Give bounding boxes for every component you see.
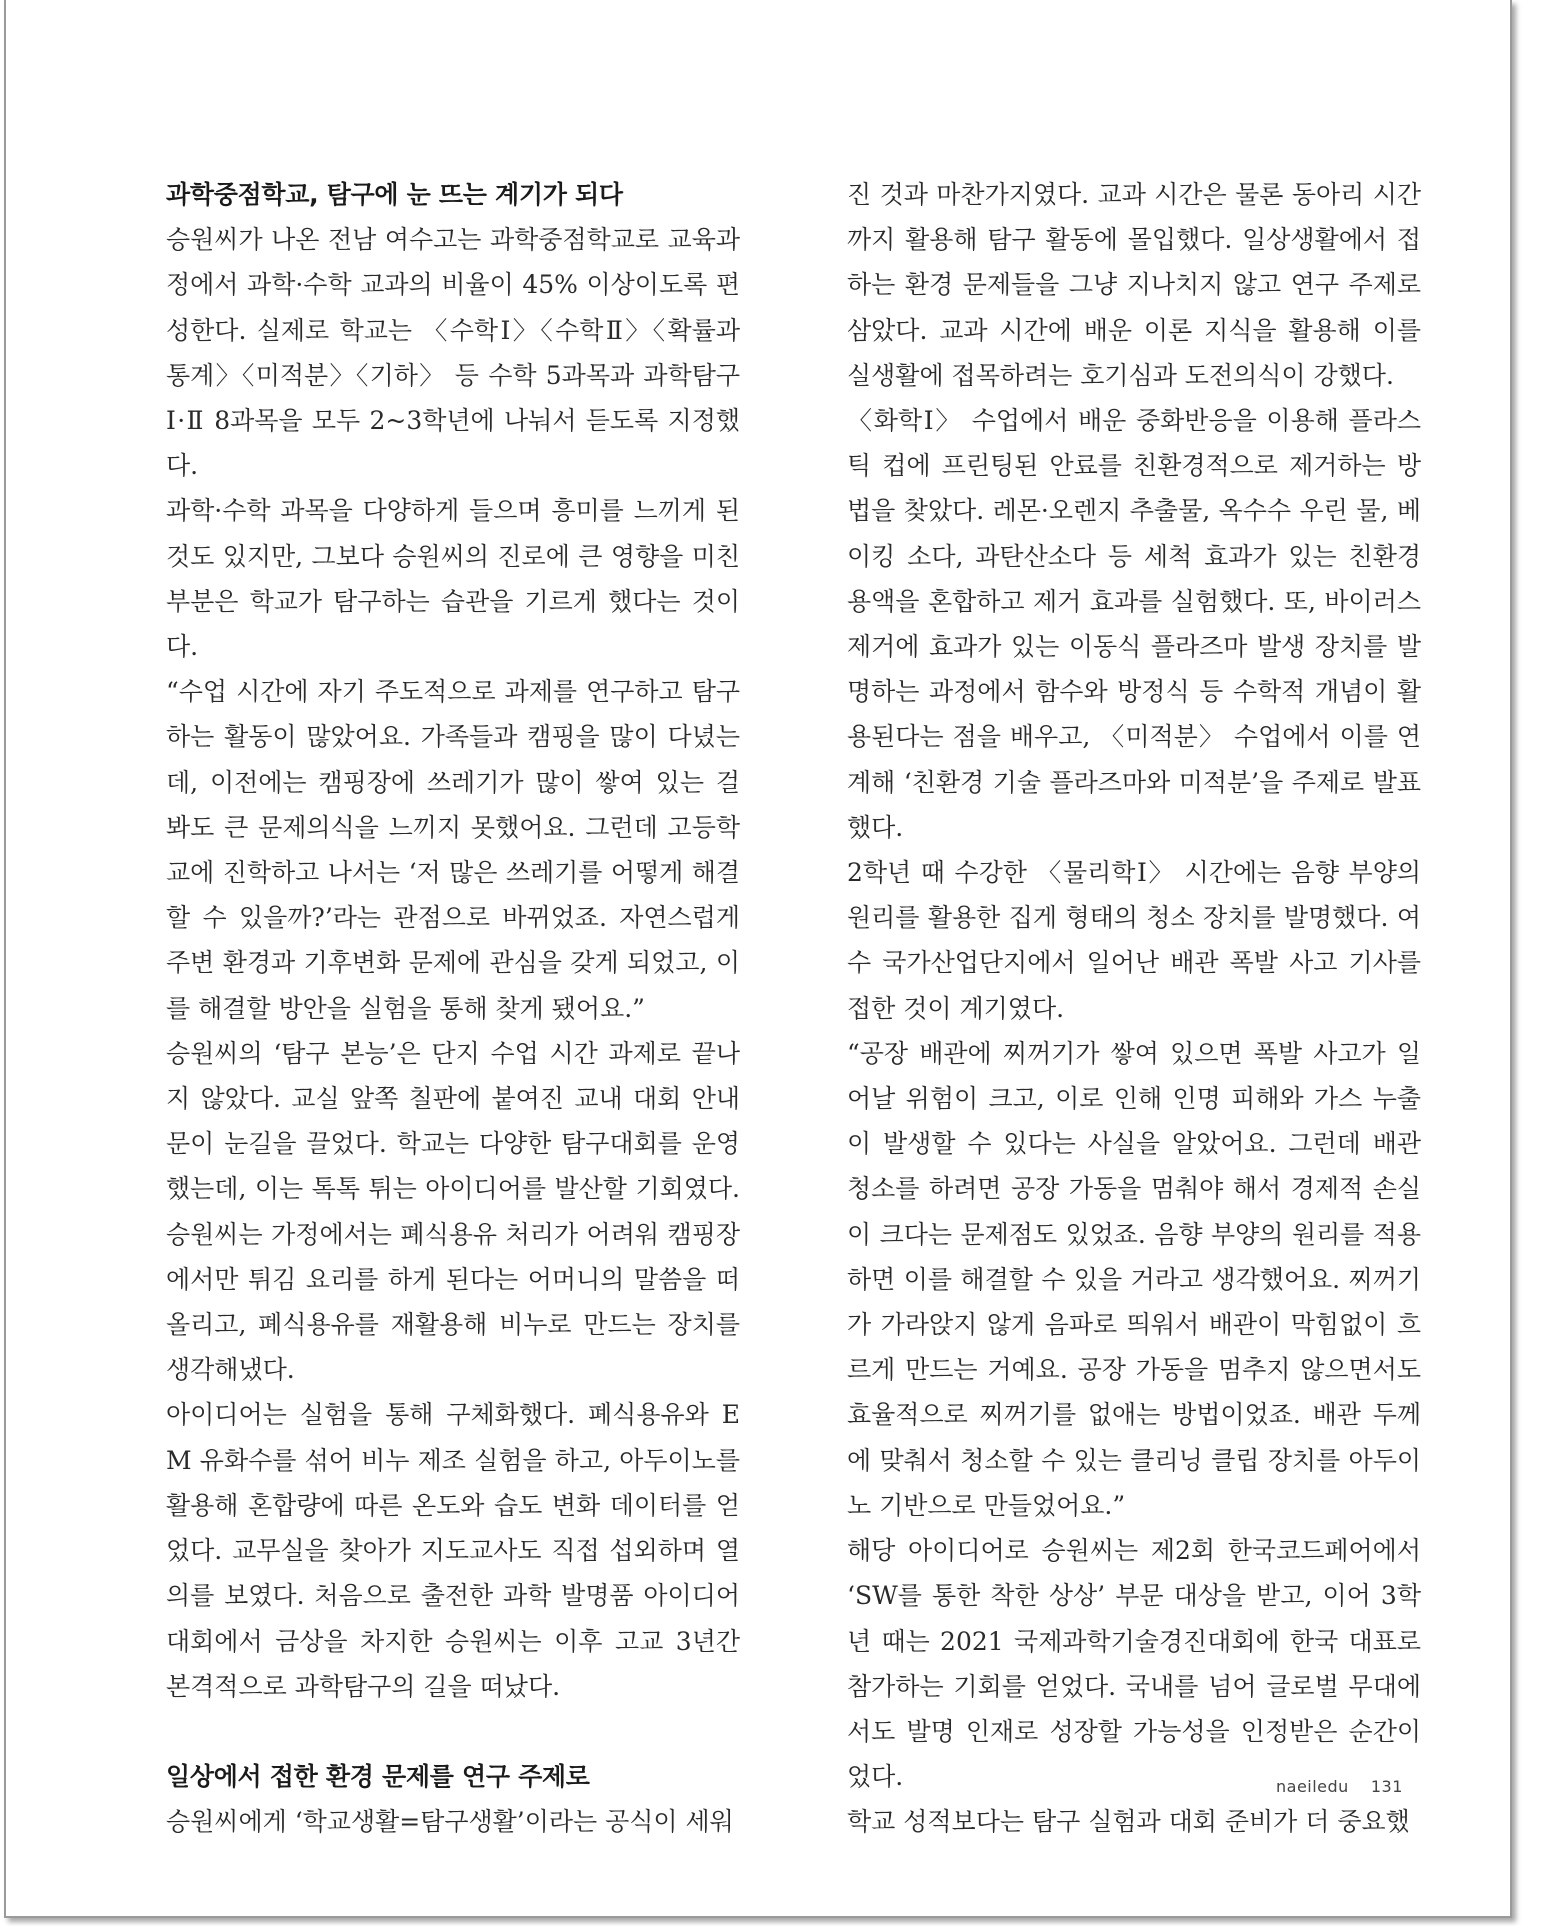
quote-paragraph: “공장 배관에 찌꺼기가 쌓여 있으면 폭발 사고가 일어날 위험이 크고, 이로 인해 인명 피해와 가스 누출이 발생할 수 있다는 사실을 알았어요. 그런데 배관 청소를 하려면 공장 가동을 멈춰야 해서 경제적 손실이 크다는 문제점도 있었죠. 음향 부양의 원리를 적용하면 이를 해결할 수 있을 거라고 생각했어요. 찌꺼기가 가라앉지 않게 음파로 띄워서 배관이 막힘없이 흐르게 만드는 거예요. 공장 가동을 멈추지 않으면서도 효율적으로 찌꺼기를 없애는 방법이었죠. 배관 두께에 맞춰서 청소할 수 있는 클리닝 클립 장치를 아두이노 기반으로 만들었어요.” [847, 1038, 1421, 1520]
section-heading: 일상에서 접한 환경 문제를 연구 주제로 [166, 1761, 590, 1791]
body-paragraph: 학교 성적보다는 탐구 실험과 대회 준비가 더 중요했 [847, 1807, 1410, 1837]
right-column [847, 172, 1421, 1845]
body-paragraph: 2학년 때 수강한 〈물리학Ⅰ〉 시간에는 음향 부양의 원리를 활용한 집게 형태의 청소 장치를 발명했다. 여수 국가산업단지에서 일어난 배관 폭발 사고 기사를 접한 것이 계기였다. [847, 858, 1421, 1023]
section-heading: 과학중점학교, 탐구에 눈 뜨는 계기가 되다 [166, 180, 623, 209]
body-paragraph: 아이디어는 실험을 통해 구체화했다. 폐식용유와 EM 유화수를 섞어 비누 제조 실험을 하고, 아두이노를 활용해 혼합량에 따른 온도와 습도 변화 데이터를 얻었다. 교무실을 찾아가 지도교사도 직접 섭외하며 열의를 보였다. 처음으로 출전한 과학 발명품 아이디어 대회에서 금상을 차지한 승원씨는 이후 고교 3년간 본격적으로 과학탐구의 길을 떠났다. [166, 1400, 740, 1701]
magazine-name: naeiledu [1276, 1777, 1349, 1796]
body-paragraph: 승원씨가 나온 전남 여수고는 과학중점학교로 교육과정에서 과학·수학 교과의 비율이 45% 이상이도록 편성한다. 실제로 학교는 〈수학Ⅰ〉〈수학Ⅱ〉〈확률과 통계〉〈미적분〉〈기하〉 등 수학 5과목과 과학탐구 Ⅰ·Ⅱ 8과목을 모두 2~3학년에 나눠서 듣도록 지정했다. [166, 225, 740, 481]
left-column [166, 172, 740, 1844]
page-footer [1276, 1777, 1403, 1796]
magazine-page [4, 0, 1512, 1918]
body-paragraph: 〈화학Ⅰ〉 수업에서 배운 중화반응을 이용해 플라스틱 컵에 프린팅된 안료를 친환경적으로 제거하는 방법을 찾았다. 레몬·오렌지 추출물, 옥수수 우린 물, 베이킹 소다, 과탄산소다 등 세척 효과가 있는 친환경 용액을 혼합하고 제거 효과를 실험했다. 또, 바이러스 제거에 효과가 있는 이동식 플라즈마 발생 장치를 발명하는 과정에서 함수와 방정식 등 수학적 개념이 활용된다는 점을 배우고, 〈미적분〉 수업에서 이를 연계해 ‘친환경 기술 플라즈마와 미적분’을 주제로 발표했다. [847, 406, 1421, 842]
quote-paragraph: “수업 시간에 자기 주도적으로 과제를 연구하고 탐구하는 활동이 많았어요. 가족들과 캠핑을 많이 다녔는데, 이전에는 캠핑장에 쓰레기가 많이 쌓여 있는 걸 봐도 큰 문제의식을 느끼지 못했어요. 그런데 고등학교에 진학하고 나서는 ‘저 많은 쓰레기를 어떻게 해결할 수 있을까?’라는 관점으로 바뀌었죠. 자연스럽게 주변 환경과 기후변화 문제에 관심을 갖게 되었고, 이를 해결할 방안을 실험을 통해 찾게 됐어요.” [166, 677, 740, 1023]
body-paragraph: 승원씨에게 ‘학교생활=탐구생활’이라는 공식이 세워 [166, 1807, 734, 1837]
body-paragraph: 승원씨의 ‘탐구 본능’은 단지 수업 시간 과제로 끝나지 않았다. 교실 앞쪽 칠판에 붙여진 교내 대회 안내문이 눈길을 끌었다. 학교는 다양한 탐구대회를 운영했는데, 이는 톡톡 튀는 아이디어를 발산할 기회였다. 승원씨는 가정에서는 폐식용유 처리가 어려워 캠핑장에서만 튀김 요리를 하게 된다는 어머니의 말씀을 떠올리고, 폐식용유를 재활용해 비누로 만드는 장치를 생각해냈다. [166, 1038, 740, 1385]
body-paragraph: 해당 아이디어로 승원씨는 제2회 한국코드페어에서 ‘SW를 통한 착한 상상’ 부문 대상을 받고, 이어 3학년 때는 2021 국제과학기술경진대회에 한국 대표로 참가하는 기회를 얻었다. 국내를 넘어 글로벌 무대에서도 발명 인재로 성장할 가능성을 인정받은 순간이었다. [847, 1536, 1421, 1792]
page-number: 131 [1370, 1777, 1403, 1796]
body-paragraph: 진 것과 마찬가지였다. 교과 시간은 물론 동아리 시간까지 활용해 탐구 활동에 몰입했다. 일상생활에서 접하는 환경 문제들을 그냥 지나치지 않고 연구 주제로 삼았다. 교과 시간에 배운 이론 지식을 활용해 이를 실생활에 접목하려는 호기심과 도전의식이 강했다. [847, 180, 1421, 390]
body-paragraph: 과학·수학 과목을 다양하게 들으며 흥미를 느끼게 된 것도 있지만, 그보다 승원씨의 진로에 큰 영향을 미친 부분은 학교가 탐구하는 습관을 기르게 했다는 것이다. [166, 496, 740, 662]
